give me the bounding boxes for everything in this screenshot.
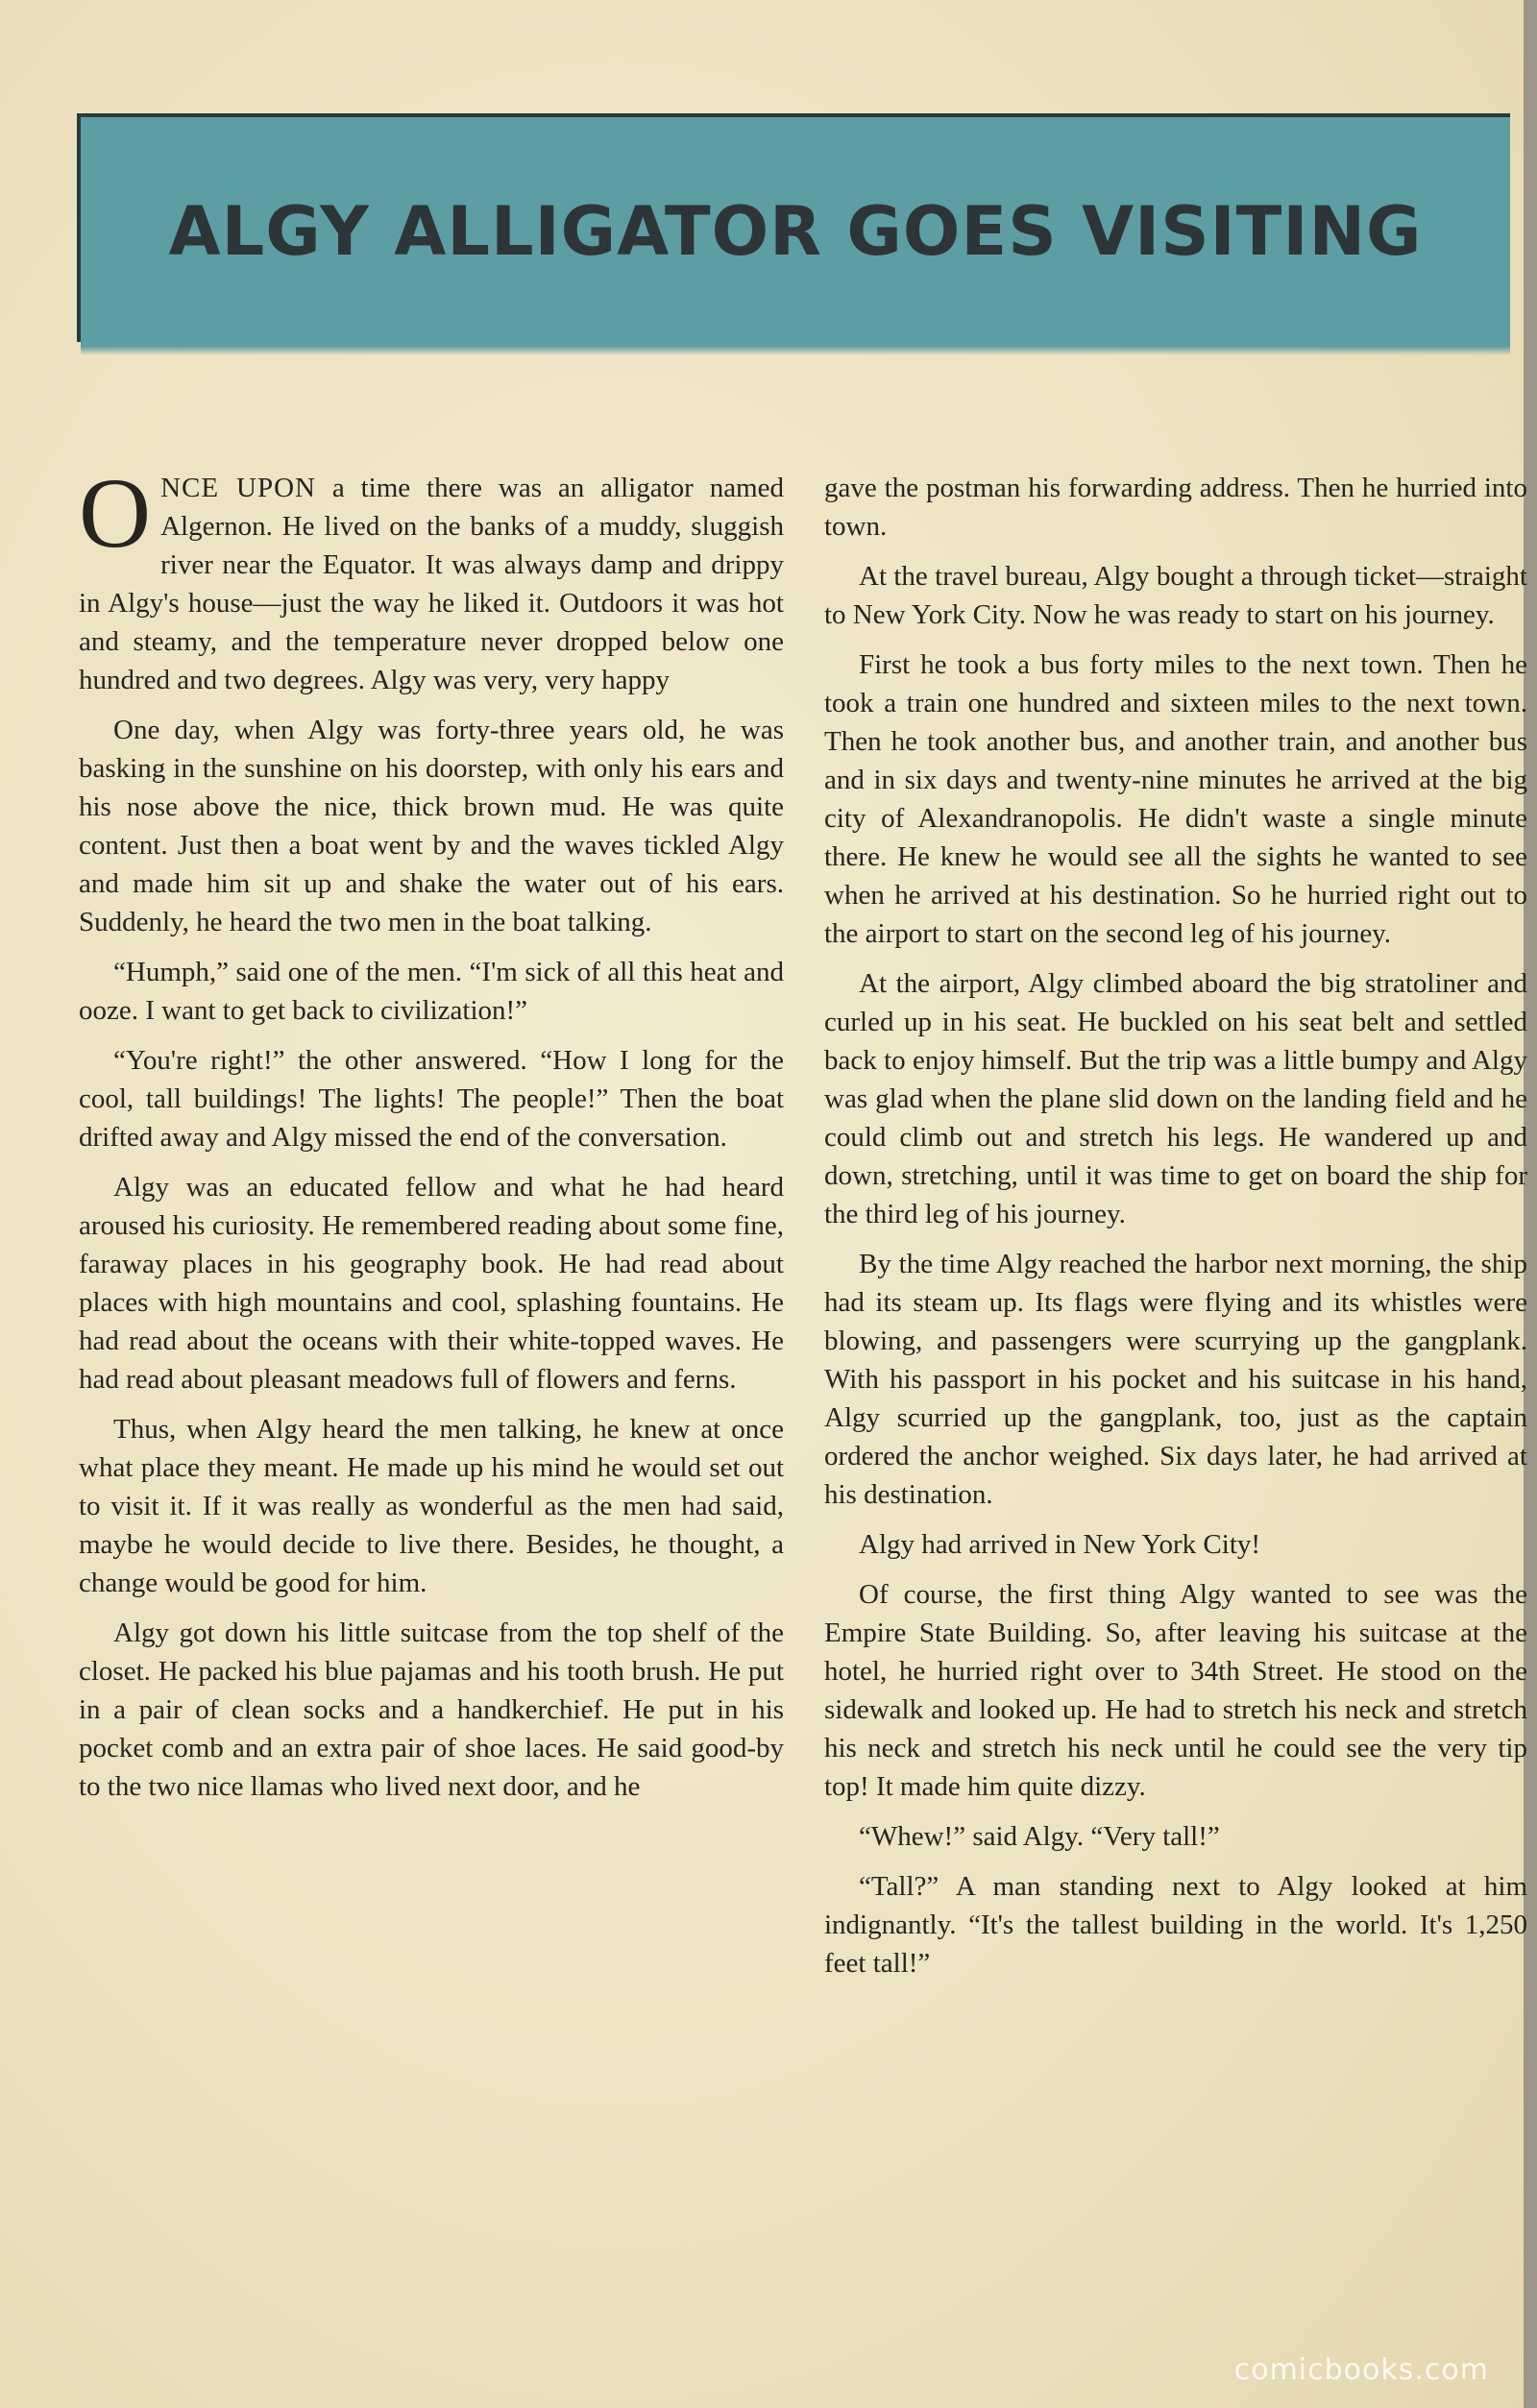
continued-paragraph: gave the postman his forwarding address. Then he hurried into town. [824, 473, 1527, 542]
drop-cap: O [79, 458, 152, 569]
paragraph: “Humph,” said one of the men. “I'm sick of all this heat and ooze. I want to get back to civilization!” [79, 957, 784, 1026]
paragraph: Thus, when Algy heard the men talking, he knew at once what place they meant. He made up his mind he would set out to visit it. If it was really as wonderful as the men had said, maybe he would decide to live there. Besides, he thought, a change would be good for him. [79, 1414, 784, 1598]
paragraph: At the airport, Algy climbed aboard the big stratoliner and curled up in his seat. He buckled on his seat belt and settled back to enjoy himself. But the trip was a little bumpy and Algy was glad when the plane slid down on the landing field and he could climb out and stretch his legs. He wandered up and down, stretching, until it was time to get on board the ship for the third leg of his journey. [824, 968, 1527, 1229]
paragraph: At the travel bureau, Algy bought a through ticket—straight to New York City. Now he was ready to start on his journey. [824, 561, 1527, 630]
opening-paragraph [79, 458, 784, 699]
paragraph: Algy had arrived in New York City! [859, 1529, 1261, 1560]
paragraph: Of course, the first thing Algy wanted to see was the Empire State Building. So, after leaving his suitcase at the hotel, he hurried right over to 34th Street. He stood on the sidewalk and looked up. He had to stretch his neck and stretch his neck and stretch his neck until he could see the very tip top! It made him quite dizzy. [824, 1579, 1527, 1802]
watermark: comicbooks.com [1233, 2353, 1489, 2387]
paragraph: Algy was an educated fellow and what he had heard aroused his curiosity. He remembered reading about some fine, faraway places in his geography book. He had read about places with high mountains and cool, splashing fountains. He had read about the oceans with their white-topped waves. He had read about pleasant meadows full of flowers and ferns. [79, 1172, 784, 1395]
left-column [79, 458, 784, 1817]
paragraph: First he took a bus forty miles to the next town. Then he took a train one hundred and sixteen miles to the next town. Then he took another bus, and another train, and another bus and in six days and twenty-nine minutes he arrived at the big city of Alexandranopolis. He didn't waste a single minute there. He knew he would see all the sights he wanted to see when he arrived at his destination. So he hurried right out to the airport to start on the second leg of his journey. [824, 649, 1527, 949]
paragraph: By the time Algy reached the harbor next morning, the ship had its steam up. Its flags were flying and its whistles were blowing, and passengers were scurrying up the gangplank. With his passport in his pocket and his suitcase in his hand, Algy scurried up the gangplank, too, just as the captain ordered the anchor weighed. Six days later, he had arrived at his destination. [824, 1249, 1527, 1510]
paragraph: Algy got down his little suitcase from the top shelf of the closet. He packed his blue pajamas and his tooth brush. He put in a pair of clean socks and a handkerchief. He put in his pocket comb and an extra pair of shoe laces. He said good-by to the two nice llamas who lived next door, and he [79, 1617, 784, 1802]
opening-lead: NCE UPON [160, 473, 316, 503]
right-column [824, 469, 1527, 1994]
opening-text: a time there was an alligator named Algernon. He lived on the banks of a muddy, sluggish river near the Equator. It was always damp and drippy in Algy's house—just the way he liked it. Outdoors it was hot and steamy, and the temperature never dropped below one hundred and two degrees. Algy was very, very happy [79, 473, 784, 695]
paragraph: “You're right!” the other answered. “How I long for the cool, tall buildings! The lights! The people!” Then the boat drifted away and Algy missed the end of the conversation. [79, 1045, 784, 1153]
paragraph: “Whew!” said Algy. “Very tall!” [859, 1821, 1220, 1852]
story-title: ALGY ALLIGATOR GOES VISITING [168, 192, 1423, 271]
paragraph: One day, when Algy was forty-three years old, he was basking in the sunshine on his doorstep, with only his ears and his nose above the nice, thick brown mud. He was quite content. Just then a boat went by and the waves tickled Algy and made him sit up and shake the water out of his ears. Suddenly, he heard the two men in the boat talking. [79, 715, 784, 937]
title-banner [77, 113, 1510, 342]
paragraph: “Tall?” A man standing next to Algy looked at him indignantly. “It's the tallest building in the world. It's 1,250 feet tall!” [824, 1871, 1527, 1979]
